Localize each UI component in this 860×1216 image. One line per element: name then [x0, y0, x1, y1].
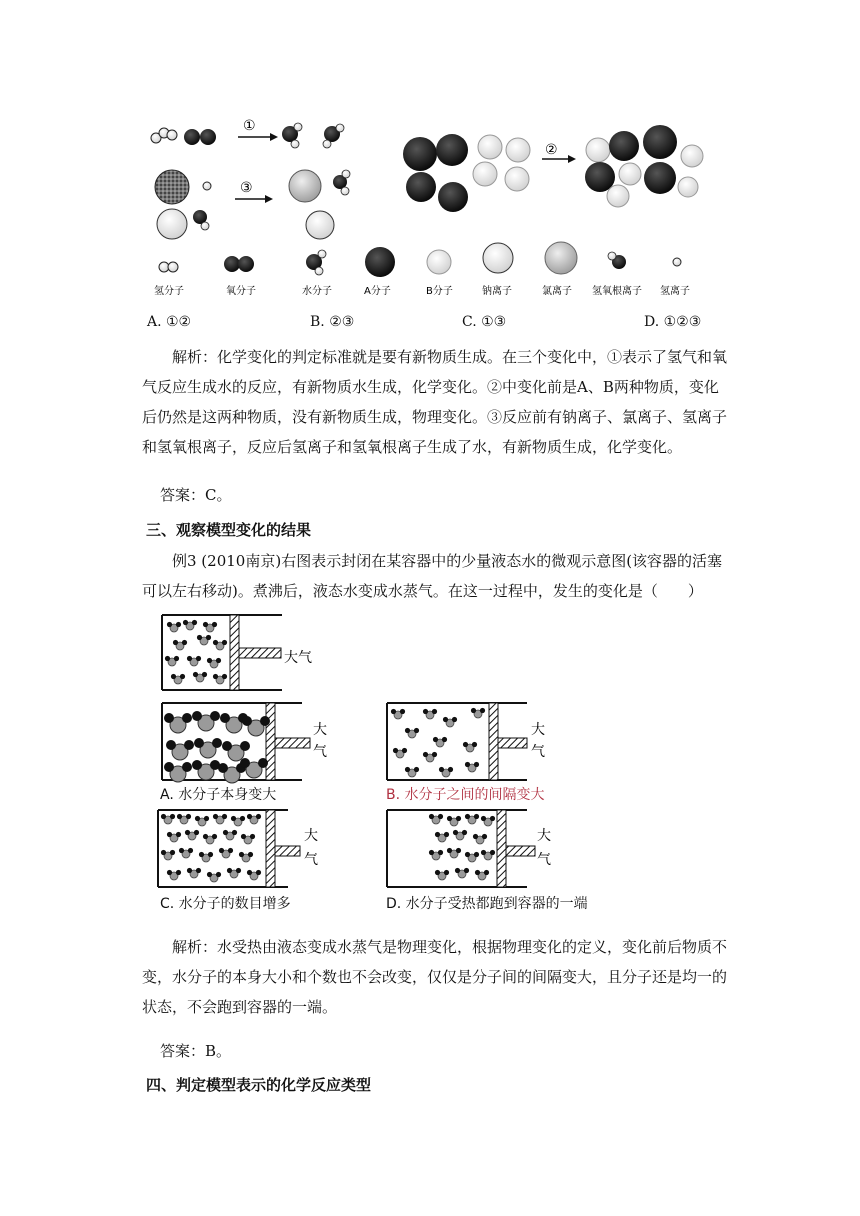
- water-molecules-large: [164, 711, 270, 783]
- arrow-2: [542, 142, 576, 163]
- legend-water-molecule: 水分子: [302, 286, 332, 297]
- atm-c-top: 大: [304, 828, 318, 844]
- piston-figure: [150, 610, 620, 918]
- caption-b: B. 水分子之间的间隔变大: [386, 787, 545, 803]
- caption-d: D. 水分子受热都跑到容器的一端: [386, 896, 588, 912]
- section-3-title: 三、观察模型变化的结果: [146, 521, 312, 539]
- atm-d-bottom: 气: [537, 852, 551, 868]
- particle-model-figure: [140, 112, 720, 302]
- legend-icons: [159, 242, 681, 277]
- arrow-1-label: ①: [243, 118, 256, 134]
- legend-sodium-ion: 钠离子: [482, 286, 512, 297]
- ex2-analysis: 解析：化学变化的判定标准就是要有新物质生成。在三个变化中，①表示了氢气和氧气反应生成水的反应，有新物质水生成，化学变化。②中变化前是A、B两种物质，变化后仍然是这两种物质，没有新物质生成，物理变化。③反应前有钠离子、氯离子、氢离子和氢氧根离子，反应后氢离子和氢氧根离子生成了水，有新物质生成，化学变化。: [142, 348, 728, 456]
- container-c: [158, 810, 318, 887]
- legend-a-molecule: A分子: [364, 286, 391, 297]
- ex3-answer: 答案：B。: [160, 1042, 232, 1060]
- atm-c-bottom: 气: [304, 852, 318, 868]
- caption-a: A. 水分子本身变大: [160, 787, 277, 803]
- reaction-2-reactants: [403, 134, 530, 212]
- reaction-1-products: [282, 123, 344, 148]
- option-b: B. ②③: [310, 314, 355, 330]
- reaction-2-products: [585, 125, 703, 207]
- legend-b-molecule: B分子: [426, 286, 453, 297]
- legend-hydrogen-molecule: 氢分子: [154, 286, 184, 297]
- option-a: A. ①②: [147, 314, 192, 330]
- water-molecules-one-end: [429, 814, 495, 880]
- container-a: [162, 703, 327, 783]
- atm-a-top: 大: [313, 722, 327, 738]
- legend-oxygen-molecule: 氧分子: [226, 286, 256, 297]
- arrow-2-label: ②: [545, 142, 558, 158]
- reaction-1-reactants: [151, 128, 216, 145]
- option-d: D. ①②③: [644, 314, 702, 330]
- reaction-3-products: [289, 170, 350, 239]
- atm-b-top: 大: [531, 722, 545, 738]
- caption-c: C. 水分子的数目增多: [160, 896, 291, 912]
- legend-hydroxide-ion: 氢氧根离子: [592, 286, 642, 297]
- water-molecules-many: [161, 814, 261, 882]
- container-b: [387, 703, 545, 780]
- legend-hydrogen-ion: 氢离子: [660, 286, 690, 297]
- water-molecules: [165, 620, 227, 684]
- arrow-1: [238, 118, 278, 141]
- ex2-answer: 答案：C。: [160, 486, 232, 504]
- atm-b-bottom: 气: [531, 744, 545, 760]
- atm-label-top: 大气: [284, 650, 312, 666]
- legend-chloride-ion: 氯离子: [542, 286, 572, 297]
- container-original: [162, 615, 312, 690]
- legend-labels: [154, 284, 690, 297]
- atm-a-bottom: 气: [313, 744, 327, 760]
- arrow-3-label: ③: [240, 180, 253, 196]
- ex3-question: 例3 (2010南京)右图表示封闭在某容器中的少量液态水的微观示意图(该容器的活塞可以左右移动)。煮沸后，液态水变成水蒸气。在这一过程中，发生的变化是（ ）: [142, 552, 723, 600]
- option-c: C. ①③: [462, 314, 507, 330]
- water-molecules-spread: [391, 708, 485, 777]
- section-4-title: 四、判定模型表示的化学反应类型: [146, 1076, 372, 1094]
- container-d: [387, 810, 551, 887]
- atm-d-top: 大: [537, 828, 551, 844]
- arrow-3: [235, 180, 273, 203]
- ex3-analysis: 解析：水受热由液态变成水蒸气是物理变化，根据物理变化的定义，变化前后物质不变，水分子的本身大小和个数也不会改变，仅仅是分子间的间隔变大，且分子还是均一的状态，不会跑到容器的一端。: [142, 938, 728, 1016]
- reaction-3-reactants: [155, 170, 211, 239]
